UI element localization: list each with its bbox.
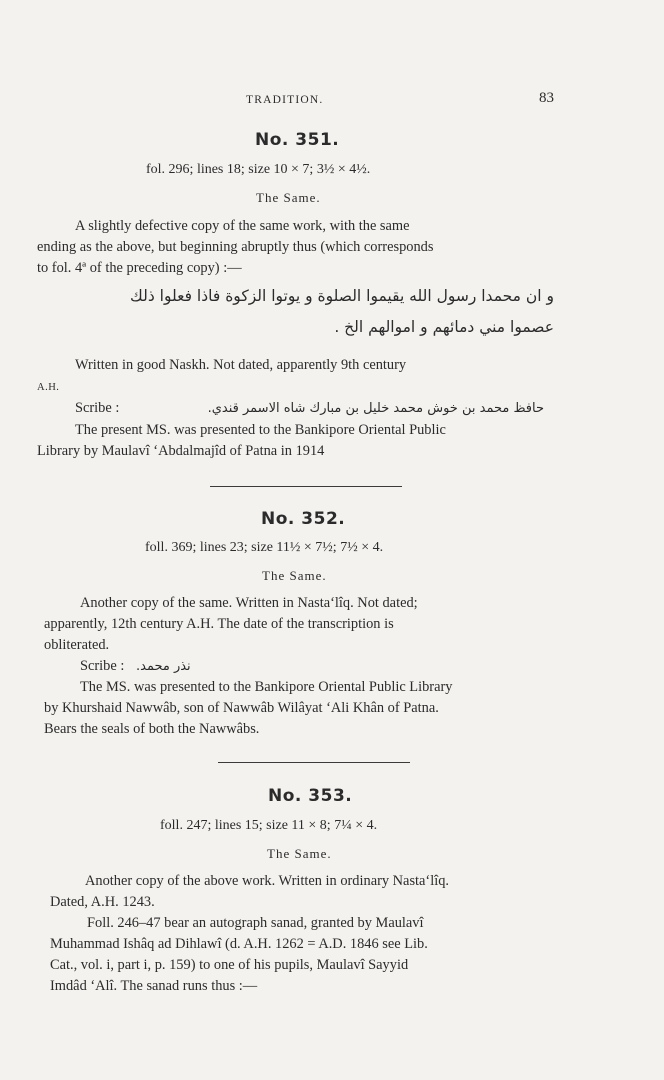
- entry-351-meta: fol. 296; lines 18; size 10 × 7; 3½ × 4½.: [146, 162, 371, 177]
- entry-353-desc-line: Foll. 246–47 bear an autograph sanad, granted by Maulavî: [87, 915, 424, 931]
- entry-352-scribe-label: Scribe :: [80, 658, 125, 674]
- entry-353-same-label: The Same.: [267, 846, 332, 861]
- page-number: 83: [539, 90, 554, 106]
- entry-352-desc-line: Another copy of the same. Written in Nasta‘lîq. Not dated;: [80, 595, 418, 611]
- entry-351-written-ah: A.H.: [37, 382, 60, 393]
- section-divider: [218, 762, 410, 763]
- entry-353-heading: No. 353.: [268, 786, 353, 806]
- entry-352-note-line: Bears the seals of both the Nawwâbs.: [44, 721, 260, 737]
- entry-353-desc-line: Dated, A.H. 1243.: [50, 894, 155, 910]
- entry-353-desc-line: Imdâd ‘Alî. The sanad runs thus :—: [50, 978, 258, 994]
- entry-352-meta: foll. 369; lines 23; size 11½ × 7½; 7½ × 4.: [145, 540, 384, 555]
- entry-351-scribe-name: حافظ محمد بن خوش محمد خليل بن مبارك شاه الاسمر قندي.: [207, 401, 544, 416]
- entry-351-arabic-line: و ان محمدا رسول الله يقيموا الصلوة و يوتوا الزكوة فاذا فعلوا ذلك: [130, 287, 554, 305]
- entry-351-written: Written in good Naskh. Not dated, apparently 9th century: [75, 357, 407, 373]
- entry-352-note-line: by Khurshaid Nawwâb, son of Nawwâb Wilâyat ‘Ali Khân of Patna.: [44, 700, 439, 716]
- entry-351-same-label: The Same.: [256, 190, 321, 205]
- entry-353-desc-line: Muhammad Ishâq ad Dihlawî (d. A.H. 1262 = A.D. 1846 see Lib.: [50, 936, 428, 952]
- entry-351-arabic-line: عصموا مني دمائهم و اموالهم الخ .: [334, 318, 554, 336]
- entry-351-note-line: The present MS. was presented to the Bankipore Oriental Public: [75, 422, 446, 438]
- entry-353-desc-line: Cat., vol. i, part i, p. 159) to one of his pupils, Maulavî Sayyid: [50, 957, 409, 973]
- entry-351-heading: No. 351.: [255, 130, 340, 150]
- entry-352-desc-line: apparently, 12th century A.H. The date of the transcription is: [44, 616, 394, 632]
- entry-352-same-label: The Same.: [262, 568, 327, 583]
- running-title: TRADITION.: [246, 94, 324, 106]
- entry-353-meta: foll. 247; lines 15; size 11 × 8; 7¼ × 4.: [160, 818, 378, 833]
- entry-352-scribe-name: نذر محمد.: [136, 659, 191, 674]
- entry-351-scribe-label: Scribe :: [75, 400, 120, 416]
- entry-351-desc-line: to fol. 4ª of the preceding copy) :—: [37, 260, 242, 276]
- entry-351-note-line: Library by Maulavî ‘Abdalmajîd of Patna in 1914: [37, 443, 325, 459]
- entry-351-desc-line: A slightly defective copy of the same work, with the same: [75, 218, 410, 234]
- entry-351-desc-line: ending as the above, but beginning abruptly thus (which corresponds: [37, 239, 434, 255]
- entry-352-desc-line: obliterated.: [44, 637, 110, 653]
- entry-352-note-line: The MS. was presented to the Bankipore Oriental Public Library: [80, 679, 453, 695]
- entry-352-heading: No. 352.: [261, 509, 346, 529]
- entry-353-desc-line: Another copy of the above work. Written in ordinary Nasta‘lîq.: [85, 873, 450, 889]
- section-divider: [210, 486, 402, 487]
